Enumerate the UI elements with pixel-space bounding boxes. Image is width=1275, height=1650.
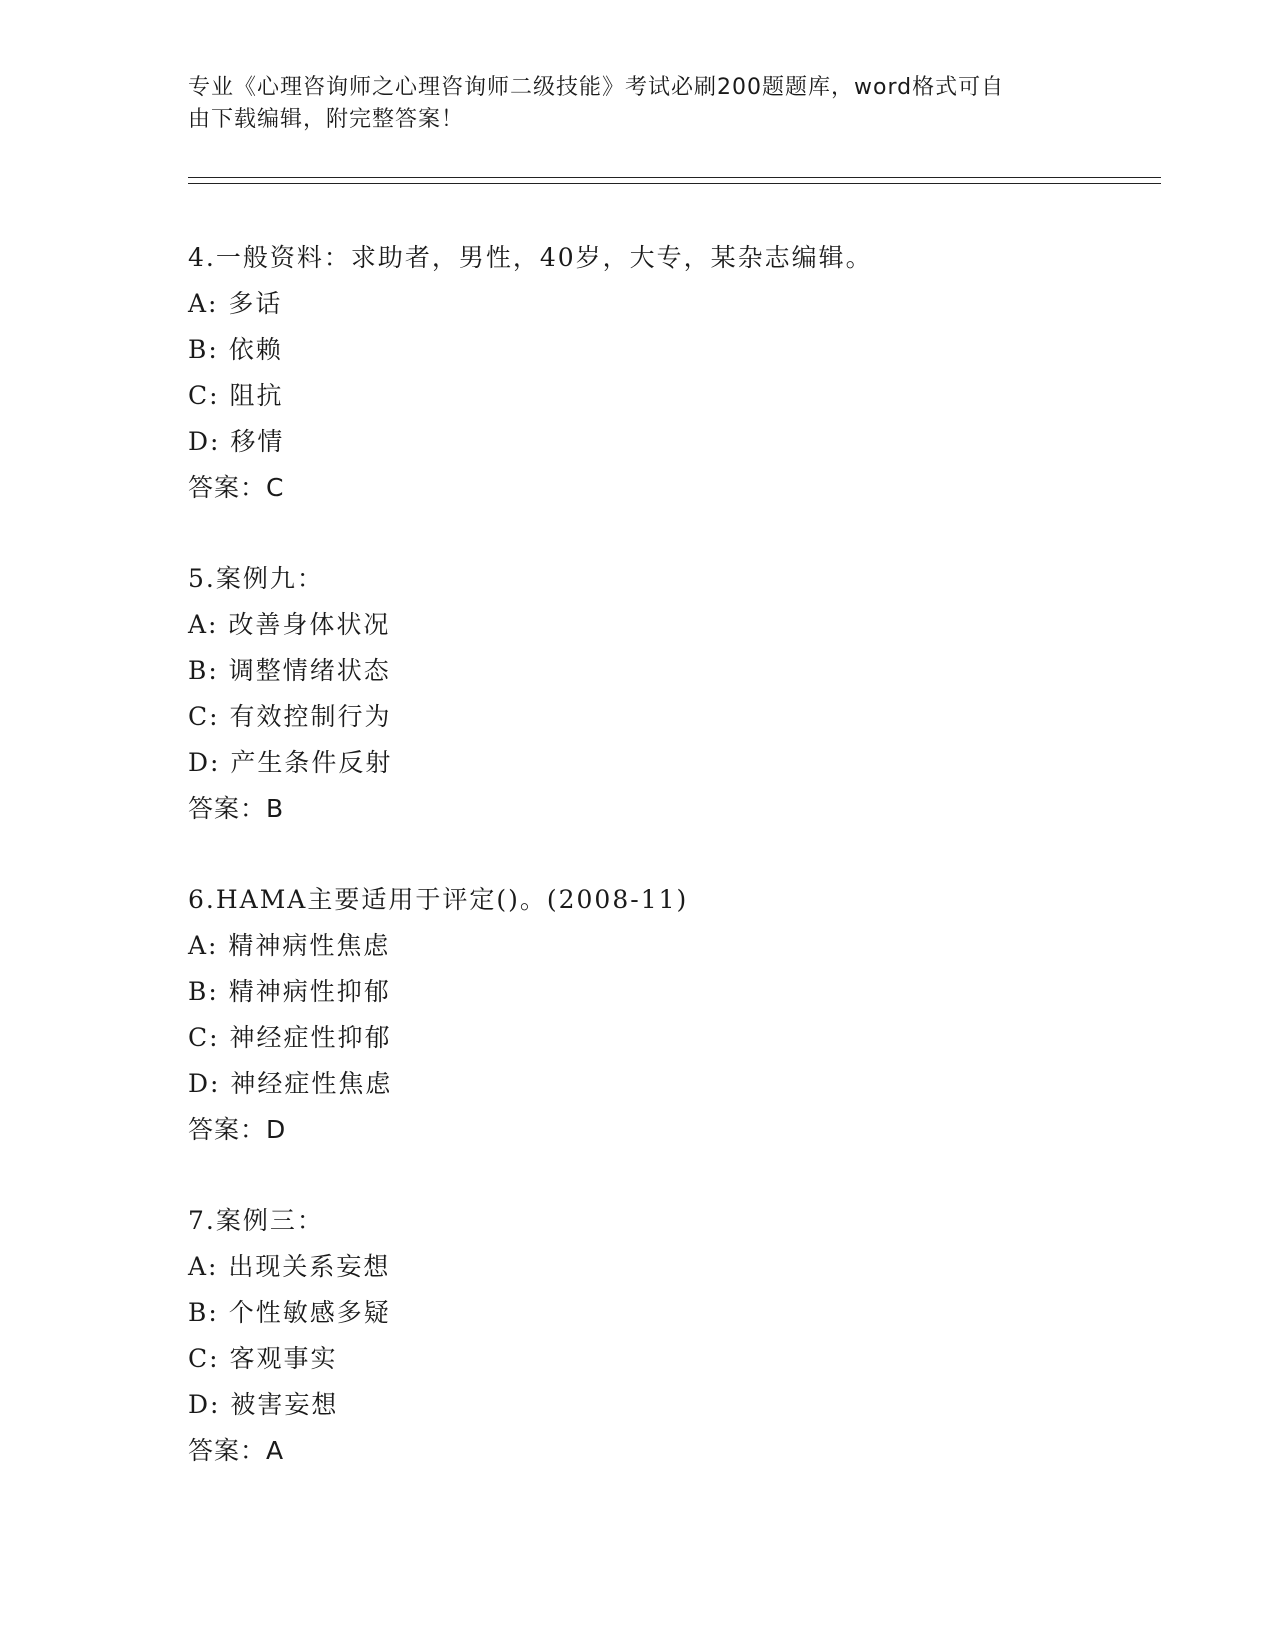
option-a: A: 多话: [188, 289, 283, 318]
question-block: [188, 556, 1138, 832]
option-a: A: 改善身体状况: [188, 610, 391, 639]
question-block: [188, 235, 1138, 511]
option-b: B: 依赖: [188, 335, 283, 364]
header-divider-top: [188, 177, 1161, 178]
option-a: A: 精神病性焦虑: [188, 931, 391, 960]
question-stem: 4.一般资料：求助者，男性，40岁，大专，某杂志编辑。: [188, 243, 873, 272]
option-c: C: 神经症性抑郁: [188, 1023, 392, 1052]
option-a: A: 出现关系妄想: [188, 1252, 391, 1281]
header-line-2: 由下载编辑，附完整答案！: [188, 107, 465, 132]
option-c: C: 客观事实: [188, 1344, 338, 1373]
question-stem: 5.案例九：: [188, 564, 324, 593]
option-d: D: 被害妄想: [188, 1390, 339, 1419]
option-d: D: 神经症性焦虑: [188, 1069, 393, 1098]
option-d: D: 产生条件反射: [188, 748, 393, 777]
header-line-1: 专业《心理咨询师之心理咨询师二级技能》考试必刷200题题库，word格式可自: [188, 75, 1005, 100]
answer-line: 答案：B: [188, 794, 285, 823]
answer-line: 答案：C: [188, 473, 285, 502]
answer-line: 答案：D: [188, 1115, 287, 1144]
option-b: B: 精神病性抑郁: [188, 977, 391, 1006]
question-block: [188, 877, 1138, 1153]
option-c: C: 有效控制行为: [188, 702, 392, 731]
document-header: [188, 72, 1088, 136]
option-b: B: 个性敏感多疑: [188, 1298, 391, 1327]
header-divider-bottom: [188, 183, 1161, 184]
question-stem: 6.HAMA主要适用于评定()。(2008-11): [188, 885, 689, 914]
answer-line: 答案：A: [188, 1436, 285, 1465]
question-stem: 7.案例三：: [188, 1206, 324, 1235]
option-b: B: 调整情绪状态: [188, 656, 391, 685]
option-c: C: 阻抗: [188, 381, 284, 410]
question-block: [188, 1198, 1138, 1474]
option-d: D: 移情: [188, 427, 285, 456]
